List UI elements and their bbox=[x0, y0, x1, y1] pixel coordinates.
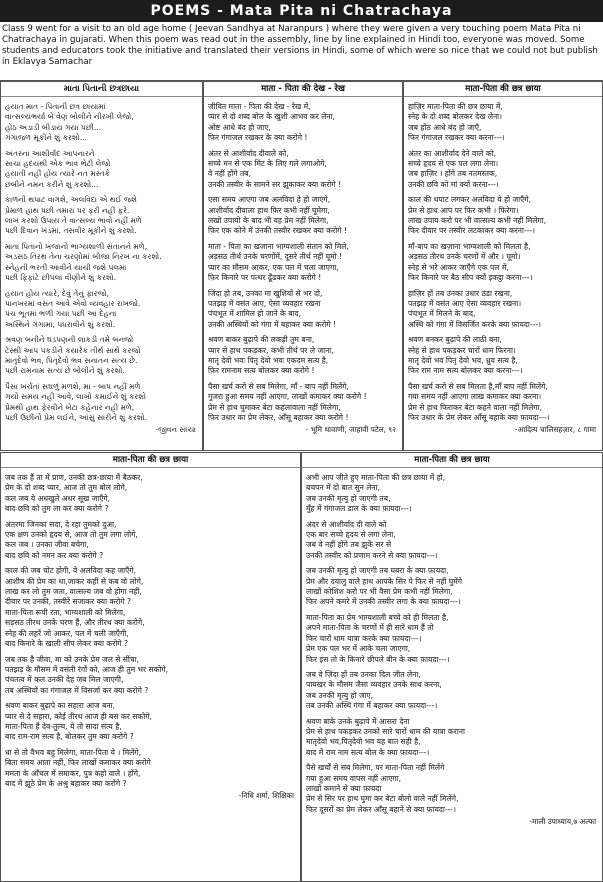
stanza: जब उनकी मृत्यु हो जाएगी तब घबरा के क्या फ़ायदा, प्रेम और दयालु वाले हाथ आपके सिर पे फिर से नहीं घुमेंगे लाखों कोशिश करो पर भी वैसा प्रेम कभी नहीं मिलेगा, फिर अपने कमरे में उनकी तस्वीर लगा के क्या फ़ायदा---। bbox=[306, 566, 463, 607]
stanza: श्रवण बनकर बुढ़ापे की लाठी बना, स्नेह से हाथ पकड़कर चारों धाम फिरना। मातृ देवो भव पितृ देवो भव, ध्रुव सत्य है, फिर राम नाम सत्य बोलकर क्या करना---। bbox=[408, 335, 523, 376]
poem-heading: माता-पिता की छत्र छाया bbox=[302, 453, 602, 468]
stanza: पैसे खर्चों से सब मिलेगा, पर माता-पिता नहीं मिलेंगे गया हुआ समय वापस नहीं आएगा, लाखों कमाने से क्या फ़ायदा प्रेम से सिर पर हाथ घुमा कर बेटा बोलो वाले नहीं मिलेंगे, फिर दूसरों का प्रेम लेकर आँसू बहाने से क्या फ़ायदा---। bbox=[306, 763, 459, 814]
poem-credit: - भूमि थावाणी, जाहावी पटेल, ९२ bbox=[305, 425, 396, 435]
stanza: श्रवण बाकर बुढ़ापे की लकड़ी तुम बना, प्यार से हाथ पकड़कर, कभी तीर्थ पर ले जाना, मातृ देवो भवः पितृ देवो भवः एकदम सत्य है, फ़िर रामनाम सत्य बोलकर क्या करोगे ! bbox=[208, 335, 334, 376]
poem-credit: -निधि शर्मा, शिक्षिका bbox=[238, 791, 294, 801]
stanza: जब वे ज़िंदा हों तब उनका दिल जीत लेना, पायखर के मौसम जैसा व्यवहार उनके साथ करना, जब उनकी मृत्यु हो जाए, तब उनकी अस्थि गंगा में बहाकर क्या फ़ायदा---। bbox=[306, 669, 442, 711]
stanza: जिंदा हो तब, उनका मा खुशियों से भर दो, पतझड़ में वसंत आए, ऐसा व्यवहार रखना पंचभूत में शामिल हो जाने के बाद, उनकी अस्थियों को गंगा में बहाकर क्या करोगे ! bbox=[208, 288, 337, 329]
stanza: हाज़िर माता-पिता की छत्र छाया में, स्नेह के दो शब्द बोलकर देख लेना। जब होंठ आधे बंद हो जाएँ, फिर गंगाजल रखकर क्या करना---। bbox=[408, 102, 505, 143]
intro-paragraph: Class 9 went for a visit to an old age home ( Jeevan Sandhya at Naranpurs ) where they were given a very touching poem Mata Pita ni Chatrachaya in gujarati. When this poem was read out in the assembly, line by line explained in Hindi too, everyone was moved. Some students and educators took the initiative and translated their versions in Hindi, some of which were so nice that we could not but publish in Eklavya Samachar bbox=[2, 24, 598, 67]
stanza: માતા પિતાનો ખજાનો ભાગ્યશાળી સંતાનને મળે, અડસઠ તિરથ તેના ચરણોમાં બીજા નિરખ ના કરશો. સ્નેહની ભરતી આવીને યાચી જશે પલમાં પછી ફિફાંટે છીપલાં વીણીને શું કરશો. bbox=[5, 241, 162, 283]
poem-mali bbox=[301, 452, 603, 882]
poem-heading: माता-पिता की छत्र छाया bbox=[404, 82, 602, 97]
stanza: माँ-बाप का खज़ाना भाग्यशाली को मिलता है, अड़सठ तीरथ उनके चरणों में और । घूमो। स्नेह से भरे आकर जाएँगे एक पल में, फिर किनारे पर बैठ सीप क्यों इकट्ठा करना---। bbox=[408, 241, 533, 283]
stanza: શ્રવણ બનીને ઘડપણની લાકડી તમે બનજો ટેસ્થી આપ પકડીને કયારેક તીર્થ સાથે કરજો માતૃદેવો ભવ, પિતૃદેવો ભવ સનાતન સત્ય છે. પછી રામનામ સત્ય છે બોલીને શું કરશો. bbox=[5, 335, 141, 376]
poem-heading: माता-पिता की छत्र छाया bbox=[1, 453, 300, 468]
page-title: POEMS - Mata Pita ni Chatrachaya bbox=[0, 0, 603, 22]
stanza: હયાત હોય ત્યારે, દેવું તેનું ફારજો, પાનખરમાં વસંત આવે એવો વ્યવહાર રાખજો. પંચ ભૂતમાં ભળી ગયા પછી આ દેહના અસ્થિને ગંગામાં, પધરાવીને શું કરશો. bbox=[5, 288, 141, 329]
poem-heading: माता - पिता की देख - रेख bbox=[204, 82, 402, 97]
stanza: एसा समय आएगा जब अलविदा हे हो जाएंगे, आशीर्वाद दीवाला हाथ फ़िर कभी नहीं घूमेगा, लखो उपायो के बाद भी वह प्रेम नहीं मिलेगा, फ़िर एक कोने में उनकी तस्वीर रखकर क्या करोगे ! bbox=[208, 195, 347, 236]
stanza: अंतर का आशीर्वाद देने वाले को, सच्चे हृदय से एक पल लगा लेना। जब हाज़िर । होंगे तब नतमस्तक, उनकी छवि को मां क्यों करना---। bbox=[408, 148, 499, 189]
stanza: माता - पिता का खजाना भाग्यशाली संतान को मिले, अड़सठ तीर्थ उनके चरणोंमें, दूसरे तीर्थ नहीं घूमो ! प्यार का मौसम आकर, एक पल में चला जाएगा, फ़िर किनारे पर पत्थर ढूँढकर क्या करोगे ! bbox=[208, 241, 349, 283]
stanza: धा से तो वैभव बहु मिलेगा, माता-पिता ये । मिलेंगे, बिता समय आता नहीं, फिर लाखों कमाकर क्या करोगे ममता के आँचल में समाकर, पुत्र कहो वाले । होंगे, बाद में झूठे प्रेम के अश्रु बहाकर क्या करोगे ? bbox=[5, 747, 151, 788]
stanza: माता-पिता का प्रेम भाग्यशाली बच्चे को ही मिलता है, अपने माता-पिता के चरणों में ही सारे धाम हैं तो फिर चारों धाम यात्रा करके क्या फ़ायदा---। प्रेम एक पल भर में आके चला जाएगा, फिर इस तो के किनारे छीपले बीन के क्या फ़ायदा---। bbox=[306, 612, 450, 664]
stanza: जब तक है जीवा, मा को उनके प्रेम जल से सींचा, पतझड़ के मौसम में वसंती रंगों को, आज ही तुम भर सकोगे, पंचतत्व में कल उनकी देह जब मिल जाएगी, तब अस्थियों का गंगाजल में विसर्जा कर क्या करोगे ? bbox=[5, 654, 169, 695]
stanza: हाज़िर हों तब उनका उधार ठंडा रखना, पतझड़ में वसंत आए ऐसा व्यवहार रखना। पंचभूत में मिलने के बाद, अस्थि को गंगा में विसर्जित करके क्या फ़ायदा---। bbox=[408, 288, 541, 329]
stanza: अभी आप जीते हुए माता-पिता की छत्र छाया में हो, बचपन में दो बात सुन लेना, जब उनकी मृत्यु हो जाएगी तब, मुँह में गंगाजल डाल के क्या फ़ायदा---। bbox=[306, 473, 446, 514]
stanza: श्रवण बाके उनके बुढ़ापे में आसरा देना प्रेम से हाथ पकड़कर उनको सारे चारों धाम की यात्रा कराना मातृदेवो भव,पितृदेवो भव यह बात सही है, बाद में राम नाम सत्य बोल के क्या फ़ायदा---। bbox=[306, 716, 465, 757]
stanza: હયાત માત - પિતાની છત્ર છાયામાં વાત્સલ્યભર્યા બે વેણ બોલીને નીરખી લેજો, હોઠ અડાડી બીડાય ગયા પછી... ગંગાજળ મૂકીને શું કરશો... bbox=[5, 102, 134, 143]
stanza: अंतरमा जिनका सदा, दे रहा तुमको दुआ, एक क्षण उनको हृदय से, आज तो तुम लगा लोगे, कल जब । उनका जीवा बचेगा, बाद छवि को नमन कर क्या करोगे ? bbox=[5, 519, 138, 560]
poem-heading: માતા પિતાની છત્રછાયા bbox=[1, 82, 202, 97]
stanza: श्रवण बाकर बुढ़ापे का सहारा आज बना, प्यार से दे सहारा, कोई तीरथ आज ही बस कर सकोगे, माता-पिता हैं देव-तुल्य, ये तो सादा सत्य है, बाद राम-राम सत्य है, बोलकर तुम क्या करोगे ? bbox=[5, 701, 152, 742]
stanza: અંતરના આશીર્વાદ આપનારને સાચા હદયથી એક ભાવ ભેટી લેજો હયાતી નહીં હોય ત્યારે નત મસ્તકે છબીને નમન કરીને શું કરશો... bbox=[5, 148, 111, 189]
poem-nidhi bbox=[0, 452, 301, 882]
poem-bhumi bbox=[203, 81, 403, 451]
stanza: काल की थपाट लगकर अलविदा ये हो जाएँगे, प्रेम से हाथ आप पर फिर कभी । फिरेगा। लाख उपाय करो पर भी वात्सल्य कभी नहीं मिलेगा, फिर दीवार पर तस्वीर लटकाकर क्या करना---। bbox=[408, 195, 547, 236]
poem-credit: -જીવન સંધ્યા bbox=[155, 425, 196, 435]
stanza: जब तक हैं ता में प्राण, उनकी छत्र-छाया में बैठकर, प्रेम के दो शब्द प्यार, आज तो तुम बोल लोगे, कल जब ये अधखुले अधर सूख जाएँगे, बाद छवि को तुम ला कर क्या करोगे ? bbox=[5, 473, 143, 514]
stanza: પૈસા ખર્ચતાં સઘળું મળશે, મા - બાપ નહીં મળે ગયો સમય નહીં આવે, લાખો કમાઈને શું કરશો પ્રેમથી હાથ ફેરવીને બેટા કહેનાર નહીં મળે, પછી ઉછીંનો પ્રેમ લઈને, આંસું સારીને શું કરશો. bbox=[5, 381, 148, 422]
stanza: કાળની થપાટ વાગશે, અલવિદા એ થઈ જશે પ્રેમાળ હાથ પછી તમારા પર ફરી નહીં ફરે. લાખ કરશો ઉપાય તે વાત્સલ્ય ભાવો નહીં મળે પછી દિવાન ખંડમાં, તસવીર મૂકીને શું કરશો. bbox=[5, 195, 142, 236]
stanza: जीवित माता - पिता की देख - रेख में, प्यार से दो शब्द बोल के खुशी आभव कर लेना, ओष्ट आधे बंद हो जाए, फ़िर गंगाजल रखकर के क्या करोगे ! bbox=[208, 102, 335, 143]
poem-aditya bbox=[403, 81, 603, 451]
poem-credit: -माली उपाध्याय,७ अल्फा bbox=[529, 817, 596, 827]
stanza: अंदर से आशीर्वाद दी वाले को एक बार सच्चे हृदय से लगा लेना, जब वे नहीं होंगे तब झुकें सर से उनकी तस्वीर को प्रणाम करने से क्या फ़ायदा---। bbox=[306, 519, 438, 560]
stanza: अंतर से आशीर्वाद दीवाले को, सच्चे मन से एक मिंट के लिए गले लगाओगे, वे नहीं होंगे तब, उनकी तस्वीर के सामने सर झुकाकर क्या करोगे ! bbox=[208, 148, 342, 189]
stanza: पैसा खर्च करो से सब मिलेगा, माँ - बाप नहीं मिलेंगे, गुजरा हुआ समय नहीं आएगा, लाखों कमाकर क्या करोगे ! प्रेम से हाथ घुमाकर बेटा कहलावाला नहीं मिलेगा, फ़िर उधार का प्रेम लेकर, आँसू बहाकर क्या करोगे ! bbox=[208, 381, 367, 422]
poem-gujarati bbox=[0, 81, 203, 451]
poem-credit: -आदित्य चालिसहज़ार, ८ गामा bbox=[514, 425, 596, 435]
stanza: पैसा खर्च करो से सब मिलता है,माँ बाप नहीं मिलेंगे, गया समय नहीं आएगा लाख कमाकर क्या करना। प्रेम से हाथ फिराकर बेटा कहने वाला नहीं मिलेगा, फिर उधार के प्रेम लेकर आँसू बहाके क्या फ़ायदा---। bbox=[408, 381, 550, 422]
stanza: काल की जब चोट होगी, वे अलविदा कह जाएँगे, आशीष की प्रेम का था,जाकर कहीं से कब वो लोगे, लाख कर लो तुम जता, वात्सल्य जब वो होगा नहीं, दीवार पर उनकी, तस्वीरें सजाकर क्या करोगे ? माता-पिता रूपी रता, भाग्यशाली को मिलेगा, सड़सठ तीरथ उनके चरण हैं, और तीरथ क्या करोगे, स्नेह की लहरें जो आकर, पल में चली जाएँगी, बाद किनारे के खाली सीप लेकर क्या करोगे ? bbox=[5, 566, 145, 649]
